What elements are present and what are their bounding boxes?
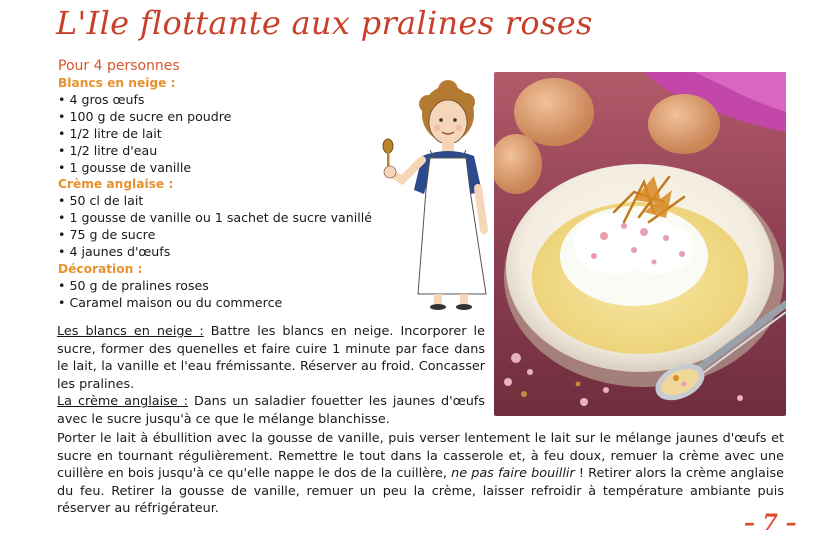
step-creme-warning: ne pas faire bouillir (451, 466, 575, 482)
servings: Pour 4 personnes (58, 58, 180, 74)
step-blancs-text: Battre les blancs en neige. Incorporer le sucre, former des quenelles et faire cuire 1 minute par face dans le lait, la vanille et l'eau frémissante. Réserver au froid. Concasser les pralines. (57, 324, 485, 392)
ingredient-item: • Caramel maison ou du commerce (58, 294, 283, 310)
step-creme-text-c: ! Retirer alors la crème anglaise du feu. Retirer la gousse de vanille, remuer un peu la crème, laisser refroidir à température ambiante puis réserver au réfrigérateur. (57, 466, 784, 517)
child-illustration (378, 80, 496, 310)
ingredient-item: • 1 gousse de vanille (58, 159, 192, 175)
step-heading-blancs: Les blancs en neige : (57, 324, 204, 339)
recipe-title: L'Ile flottante aux pralines roses (56, 4, 593, 42)
step-creme-text-a: Dans un saladier fouetter les jaunes d'œufs avec le sucre jusqu'à ce que le mélange blanchisse. (57, 394, 485, 427)
ingredient-item: • 50 cl de lait (58, 193, 144, 209)
ingredient-item: • 4 gros œufs (58, 91, 145, 107)
dessert-photo (494, 72, 786, 416)
ingredient-item: • 50 g de pralines roses (58, 277, 209, 293)
method-text (57, 323, 485, 429)
ingredient-item: • 100 g de sucre en poudre (58, 108, 232, 124)
ingredient-item: • 1 gousse de vanille ou 1 sachet de sucre vanillé (58, 210, 372, 226)
section-heading-creme: Crème anglaise : (58, 177, 174, 192)
step-creme-text-b: Porter le lait à ébullition avec la gousse de vanille, puis verser lentement le lait sur le mélange jaunes d'œufs et sucre en tournant régulièrement. Remettre le tout dans la casserole et, à feu doux, remuer la crème avec une cuillère en bois jusqu'à ce qu'elle nappe le dos de la cuillère, (57, 431, 784, 482)
ingredient-item: • 1/2 litre d'eau (58, 142, 158, 158)
step-heading-creme: La crème anglaise : (57, 394, 188, 410)
method-text-continued (57, 430, 784, 518)
ingredient-item: • 4 jaunes d'œufs (58, 244, 171, 260)
ingredients-list (58, 58, 388, 312)
ingredient-item: • 1/2 litre de lait (58, 125, 162, 141)
section-heading-blancs: Blancs en neige : (58, 76, 176, 90)
section-heading-decoration: Décoration : (58, 261, 143, 276)
ingredient-item: • 75 g de sucre (58, 227, 156, 243)
page-number: – 7 – (744, 510, 797, 536)
